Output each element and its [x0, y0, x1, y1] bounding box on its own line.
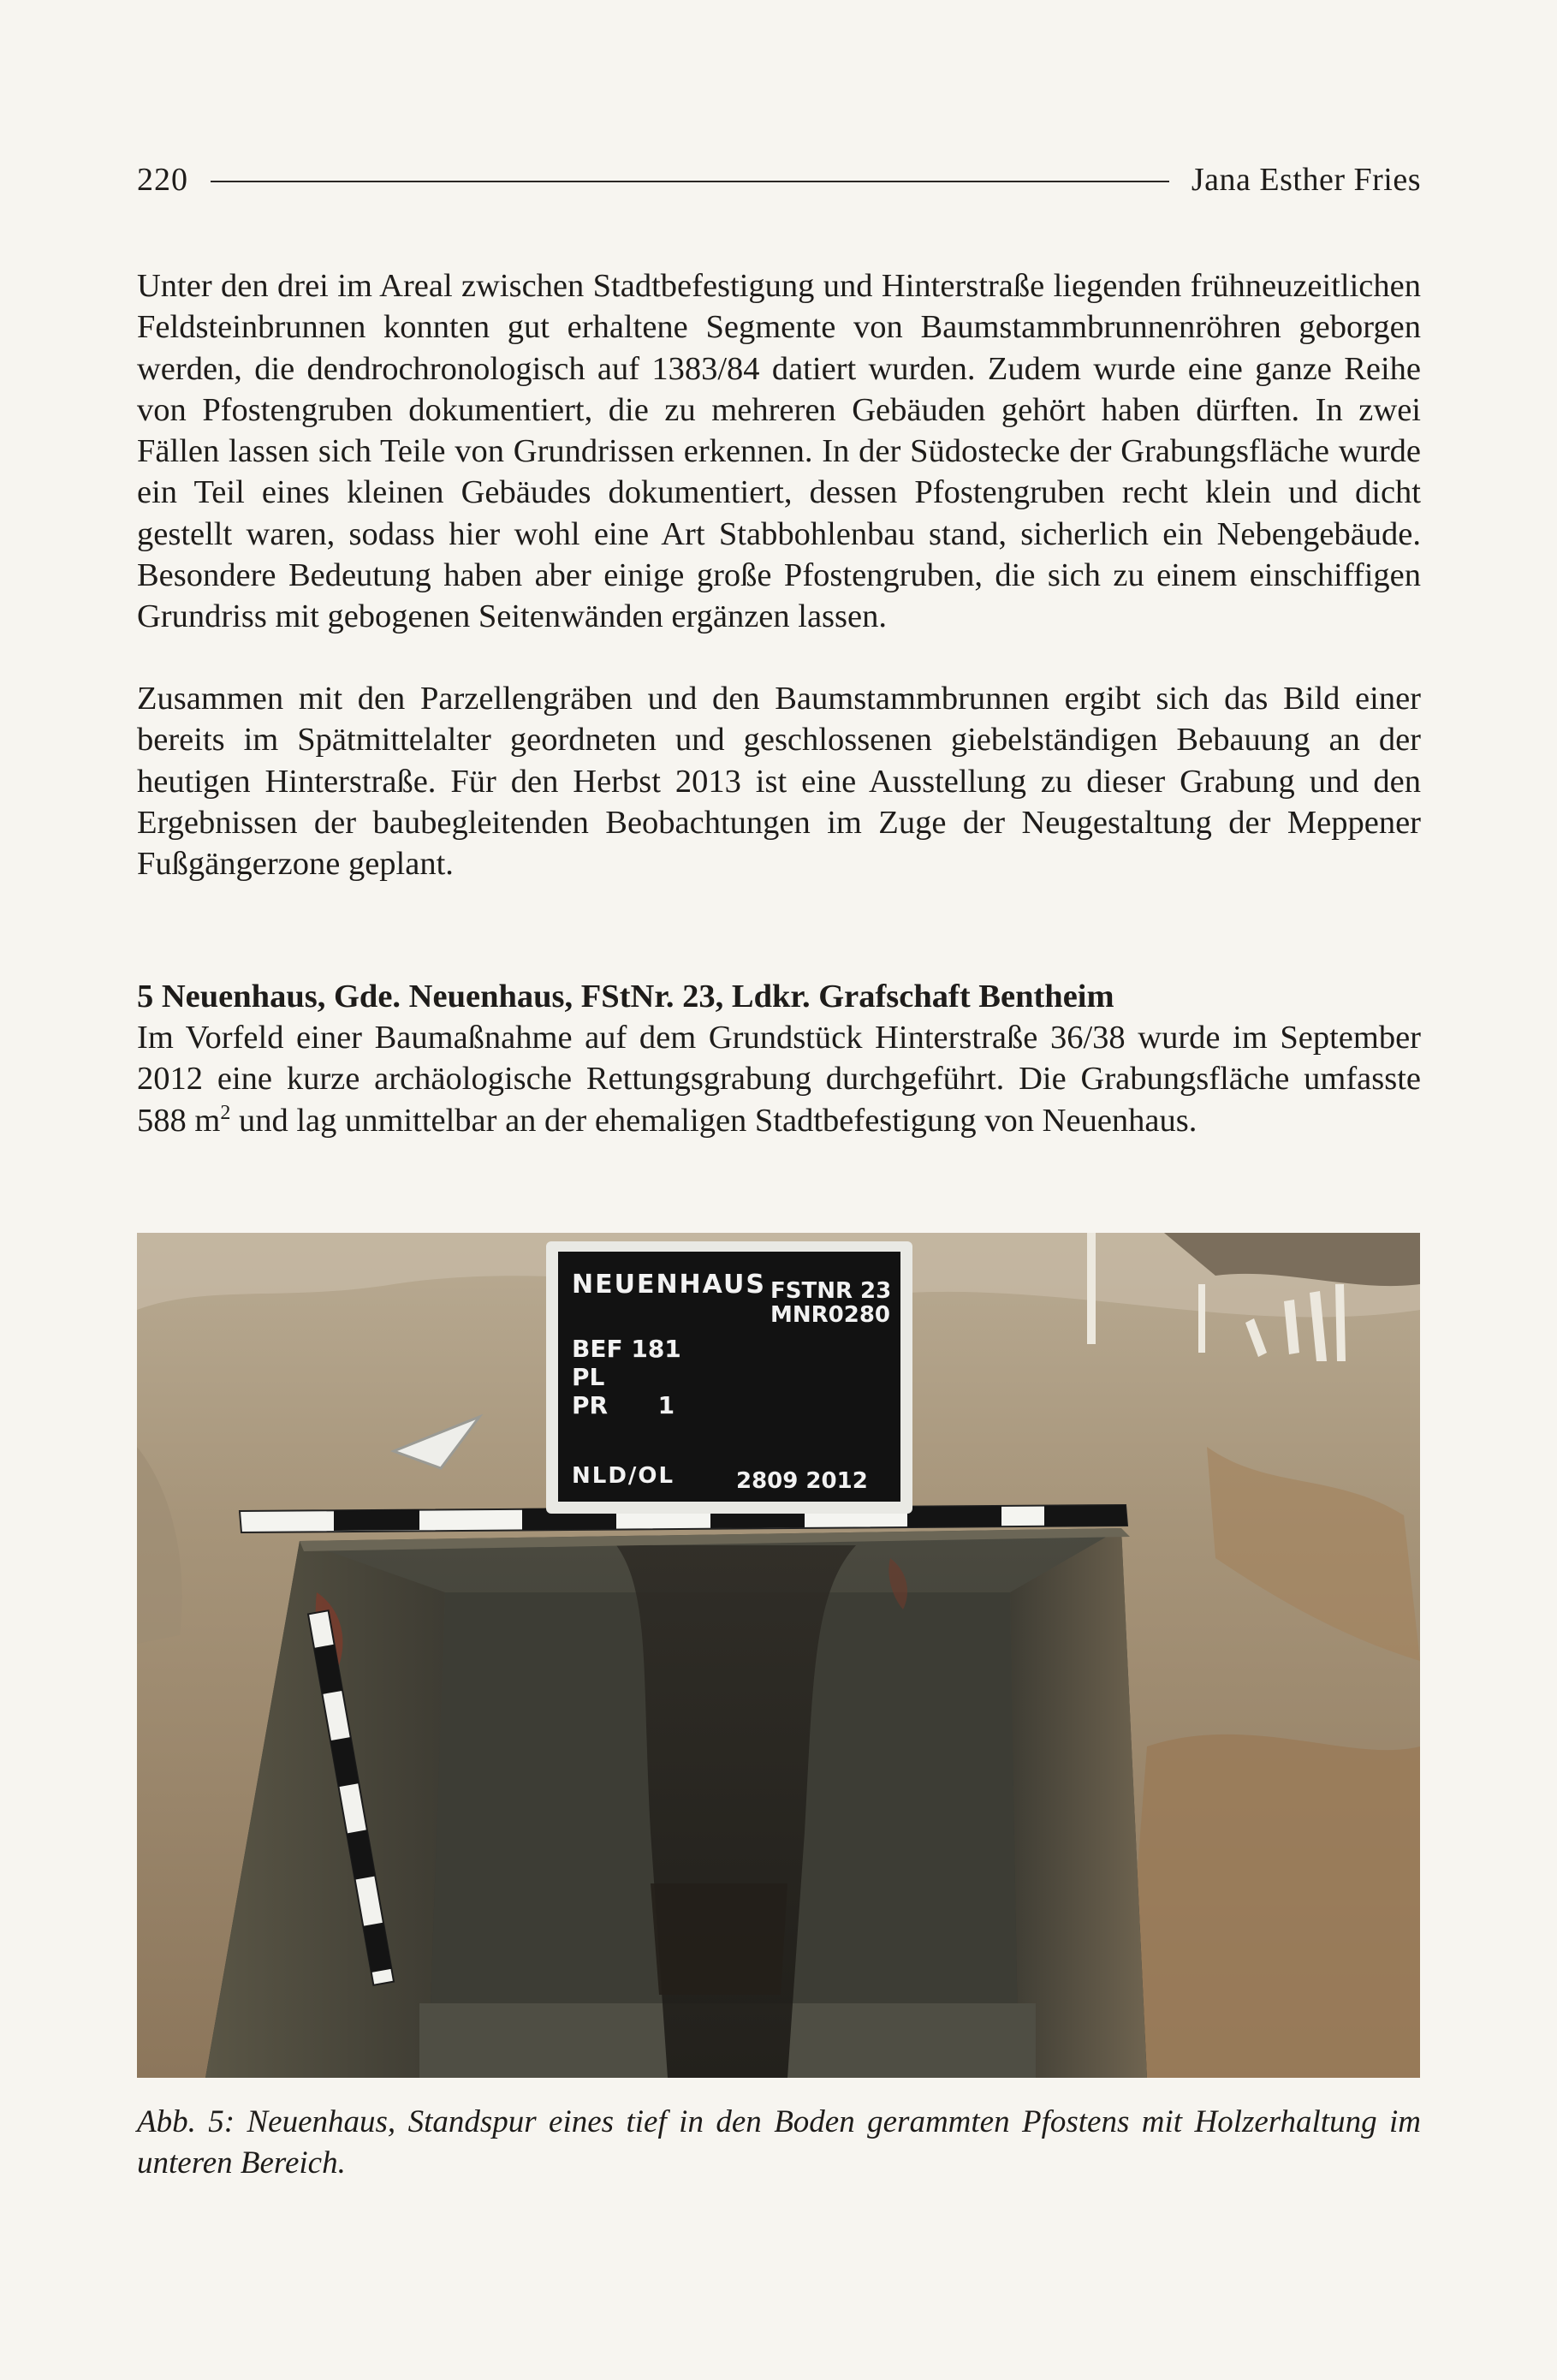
paragraph-1: Unter den drei im Areal zwischen Stadtbefestigung und Hinterstraße liegenden frühneuzeitlichen Feldsteinbrunnen konnten gut erhaltene Segmente von Baumstammbrunnenröhren geborgen werden, die dendrochronologisch auf 1383/84 datiert wurden. Zudem wurde eine ganze Reihe von Pfostengruben dokumentiert, die zu mehreren Gebäuden gehört haben dürften. In zwei Fällen lassen sich Teile von Grundrissen erkennen. In der Südostecke der Grabungsfläche wurde ein Teil eines kleinen Gebäudes dokumentiert, dessen Pfostengruben recht klein und dicht gestellt waren, sodass hier wohl eine Art Stabbohlenbau stand, sicherlich ein Nebengebäude. Besondere Bedeutung haben aber einige große Pfostengruben, die sich zu einem einschiffigen Grundriss mit gebogenen Seitenwänden ergänzen lassen. — [137, 268, 1421, 635]
paragraph-2: Zusammen mit den Parzellengräben und den Baumstammbrunnen ergibt sich das Bild einer bereits im Spätmittelalter geordneten und geschlossenen giebelständigen Bebauung an der heutigen Hinterstraße. Für den Herbst 2013 ist eine Ausstellung zu dieser Grabung und den Ergebnissen der baubegleitenden Beobachtungen im Zuge der Neugestaltung der Meppener Fußgängerzone geplant. — [137, 681, 1421, 883]
running-author: Jana Esther Fries — [1191, 162, 1421, 198]
section-heading: 5 Neuenhaus, Gde. Neuenhaus, FStNr. 23, Ldkr. Grafschaft Bentheim — [137, 979, 1114, 1014]
sign-pr: PR 1 — [572, 1391, 675, 1419]
sign-date: 2809 2012 — [736, 1468, 868, 1494]
section-text-part-1: Im Vorfeld einer Baumaßnahme auf dem Grundstück Hinterstraße 36/38 wurde im September 2012 eine kurze archäologische Rettungsgrabung durchgeführt. Die Grabungsfläche umfasste 588 m — [137, 1020, 1421, 1139]
find-sign — [546, 1241, 912, 1514]
sign-fstnr: FSTNR 23 — [770, 1278, 892, 1304]
header-rule — [211, 181, 1169, 182]
photo-illustration — [137, 1233, 1420, 2078]
sign-neuenhaus: NEUENHAUS — [572, 1270, 766, 1300]
sign-nld: NLD/OL — [572, 1463, 675, 1489]
excavation-photo — [137, 1233, 1420, 2078]
page-number: 220 — [137, 162, 188, 198]
superscript-2: 2 — [220, 1101, 231, 1124]
sign-bef: BEF 181 — [572, 1335, 681, 1363]
section-text-part-2: und lag unmittelbar an der ehemaligen Stadtbefestigung von Neuenhaus. — [230, 1102, 1197, 1139]
sign-mnr: MNR0280 — [770, 1302, 891, 1328]
sign-pl: PL — [572, 1363, 605, 1391]
running-header — [137, 154, 1421, 205]
section-paragraph — [137, 1017, 1421, 1141]
figure-caption: Abb. 5: Neuenhaus, Standspur eines tief in den Boden gerammten Pfostens mit Holzerhaltung im unteren Bereich. — [137, 2104, 1421, 2181]
